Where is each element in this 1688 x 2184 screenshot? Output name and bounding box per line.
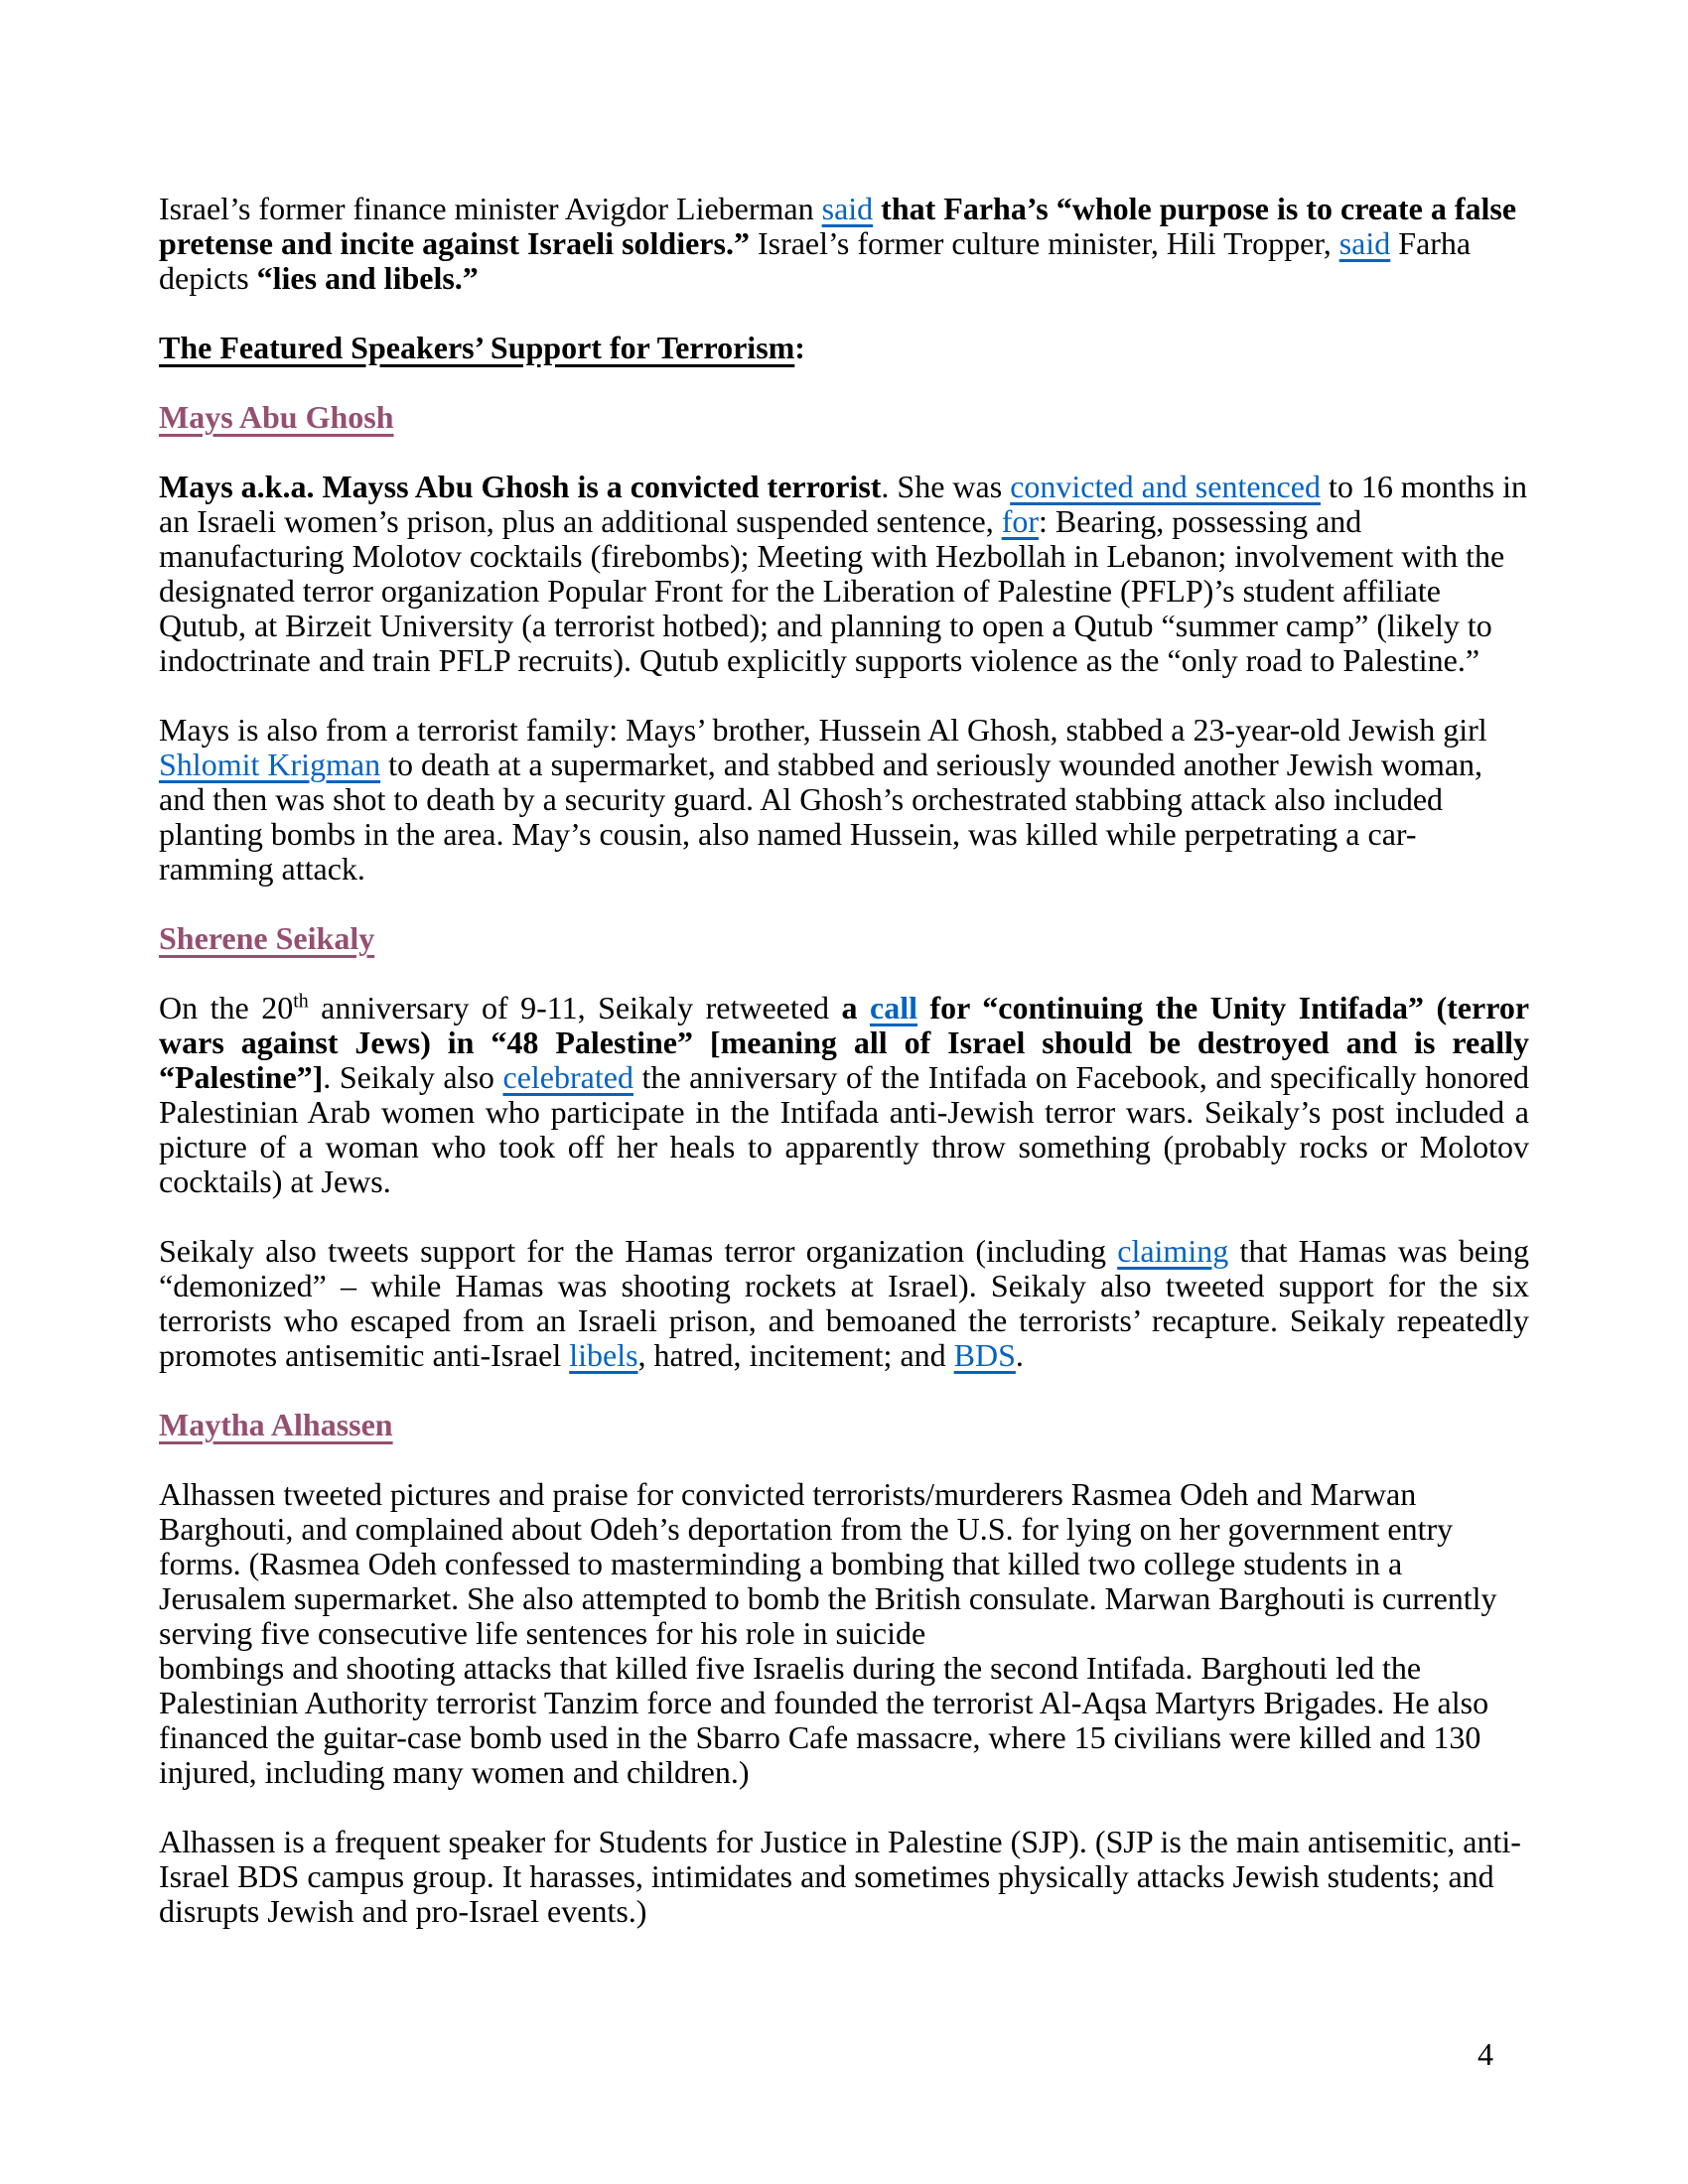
text-run: Farha depicts <box>159 225 1472 296</box>
text-run: Alhassen is a frequent speaker for Students for Justice in Palestine (SJP). (SJP is the main antisemitic, anti-Israel BDS campus group. It harasses, intimidates and sometimes physically attacks Jewish students; and disrupts Jewish and pro-Israel events.) <box>159 1824 1521 1929</box>
speaker-link[interactable]: Sherene Seikaly <box>159 920 375 956</box>
text-run: anniversary of 9-11, Seikaly retweeted <box>308 990 842 1025</box>
text-run: for “continuing the Unity Intifada” (terror wars against Jews) in “48 Palestine” [meaning all of Israel should be destroyed and is really “Palestine”] <box>159 990 1530 1095</box>
text-run: : <box>794 330 805 365</box>
text-run: Mays a.k.a. Mayss Abu Ghosh is a convicted terrorist <box>159 469 882 504</box>
text-run: Israel’s former finance minister Avigdor Lieberman <box>159 191 822 226</box>
superscript-text: th <box>293 990 309 1013</box>
text-run: On the 20 <box>159 990 294 1025</box>
text-run: The Featured Speakers’ Support for Terrorism <box>159 330 795 365</box>
text-run: bombings and shooting attacks that killed five Israelis during the second Intifada. Barghouti led the Palestinian Authority terrorist Tanzim force and founded the terrorist Al-Aqsa Martyrs Brigades. He also financed the guitar-case bomb used in the Sbarro Cafe massacre, where 15 civilians were killed and 130 injured, including many women and children.) <box>159 1650 1489 1790</box>
hyperlink[interactable]: said <box>821 191 874 226</box>
speaker-link[interactable]: Mays Abu Ghosh <box>159 399 394 435</box>
paragraph <box>159 1234 1529 1373</box>
hyperlink[interactable]: for <box>1001 503 1039 539</box>
text-run: the anniversary of the Intifada on Facebook, and specifically honored Palestinian Arab women who participate in the Intifada anti-Jewish terror wars. Seikaly’s post included a picture of a woman who took off her heals to apparently throw something (probably rocks or Molotov cocktails) at Jews. <box>159 1059 1530 1199</box>
text-run: Mays is also from a terrorist family: Mays’ brother, Hussein Al Ghosh, stabbed a 23-year-old Jewish girl <box>159 712 1487 748</box>
hyperlink[interactable]: convicted and sentenced <box>1010 469 1321 504</box>
text-run: to 16 months in an Israeli women’s prison, plus an additional suspended sentence, <box>159 469 1527 539</box>
paragraph <box>159 991 1529 1199</box>
hyperlink[interactable]: said <box>1338 225 1391 261</box>
section-heading <box>159 331 1529 365</box>
hyperlink[interactable]: claiming <box>1117 1233 1229 1269</box>
text-run: “lies and libels.” <box>256 260 479 296</box>
paragraph <box>159 713 1529 887</box>
speaker-link[interactable]: Maytha Alhassen <box>159 1407 393 1442</box>
speaker-heading <box>159 921 1529 956</box>
text-run: a <box>841 990 870 1025</box>
page-number: 4 <box>1477 2036 1493 2072</box>
paragraph <box>159 192 1529 296</box>
paragraph <box>159 470 1529 678</box>
text-run: Seikaly also tweets support for the Hamas terror organization (including <box>159 1233 1118 1269</box>
text-run: that Farha’s “whole purpose is to create a false pretense and incite against Israeli soldiers.” <box>159 191 1517 261</box>
document-content <box>159 192 1529 1929</box>
text-run: . Seikaly also <box>323 1059 503 1095</box>
hyperlink[interactable]: libels <box>569 1337 638 1373</box>
text-run: : Bearing, possessing and manufacturing Molotov cocktails (firebombs); Meeting with Hezbollah in Lebanon; involvement with the designated terror organization Popular Front for the Liberation of Palestine (PFLP)’s student affiliate Qutub, at Birzeit University (a terrorist hotbed); and planning to open a Qutub “summer camp” (likely to indoctrinate and train PFLP recruits). Qutub explicitly supports violence as the “only road to Palestine.” <box>159 503 1505 678</box>
speaker-heading <box>159 400 1529 435</box>
text-run: , hatred, incitement; and <box>637 1337 954 1373</box>
paragraph <box>159 1825 1529 1929</box>
text-run: that Hamas was being “demonized” – while Hamas was shooting rockets at Israel). Seikaly also tweeted support for the six terrorists who escaped from an Israeli prison, and bemoaned the terrorists’ recapture. Seikaly repeatedly promotes antisemitic anti-Israel <box>159 1233 1529 1373</box>
text-run: . <box>1015 1337 1024 1373</box>
speaker-heading <box>159 1408 1529 1442</box>
hyperlink[interactable]: BDS <box>953 1337 1016 1373</box>
text-run: to death at a supermarket, and stabbed and seriously wounded another Jewish woman, and then was shot to death by a security guard. Al Ghosh’s orchestrated stabbing attack also included planting bombs in the area. May’s cousin, also named Hussein, was killed while perpetrating a car-ramming attack. <box>159 747 1483 887</box>
paragraph <box>159 1477 1529 1790</box>
hyperlink[interactable]: celebrated <box>502 1059 633 1095</box>
text-run: Israel’s former culture minister, Hili Tropper, <box>749 225 1339 261</box>
text-run: Alhassen tweeted pictures and praise for convicted terrorists/murderers Rasmea Odeh and Marwan Barghouti, and complained about Odeh’s deportation from the U.S. for lying on her government entry forms. (Rasmea Odeh confessed to masterminding a bombing that killed two college students in a Jerusalem supermarket. She also attempted to bomb the British consulate. Marwan Barghouti is currently serving five consecutive life sentences for his role in suicide <box>159 1476 1497 1651</box>
text-run: . She was <box>881 469 1011 504</box>
hyperlink[interactable]: call <box>869 990 917 1025</box>
hyperlink[interactable]: Shlomit Krigman <box>159 747 381 782</box>
